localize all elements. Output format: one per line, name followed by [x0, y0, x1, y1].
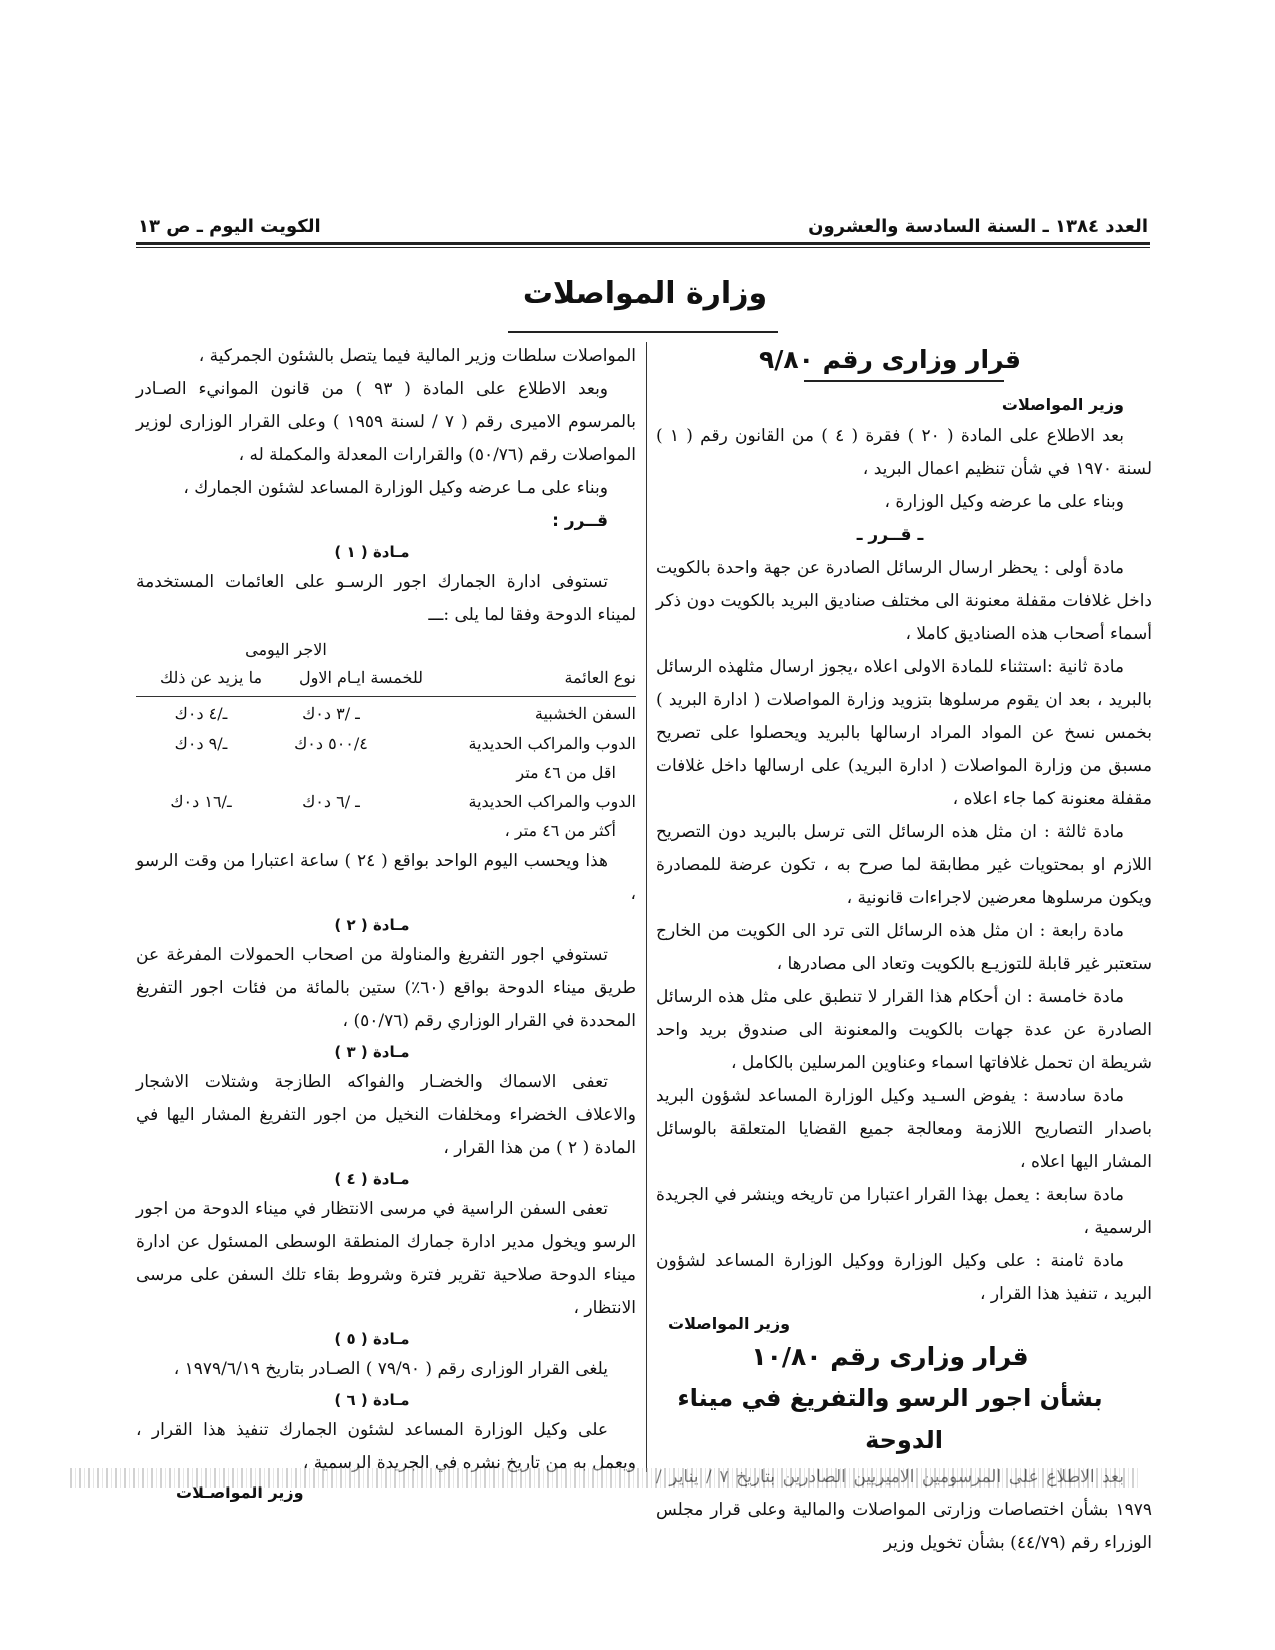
decision-9-preamble-2: وبناء على ما عرضه وكيل الوزارة ، — [884, 492, 1124, 512]
fee-beyond: ـ/٤ د٠ك — [174, 704, 228, 723]
fees-col-first5: للخمسة ايـام الاول — [298, 668, 424, 687]
decision-9-article-8: مادة ثامنة : على وكيل الوزارة ووكيل الوزارة المساعد لشؤون البريد ، تنفيذ هذا القرار ، — [656, 1251, 1152, 1304]
column-divider — [646, 342, 647, 1472]
decision-9-article-5: مادة خامسة : ان أحكام هذا القرار لا تنطبق على مثل هذه الرسائل الصادرة عن عدة جهات بالكويت والمعنونة الى صندوق بريد واحد شريطة ان تحمل غلافاتها اسماء وعناوين المرسلين بالكامل ، — [656, 987, 1152, 1073]
article-6-text: على وكيل الوزارة المساعد لشئون الجمارك تنفيذ هذا القرار ، ويعمل به من تاريخ نشره في الجريدة الرسمية ، — [136, 1420, 636, 1473]
article-4-text: تعفى السفن الراسية في مرسى الانتظار في ميناء الدوحة من اجور الرسو ويخول مدير ادارة جمارك المنطقة الوسطى المسئول عن ادارة ميناء الدوحة صلاحية تقرير فترة وشروط بقاء تلك السفن على مرسى الانتظار ، — [136, 1199, 636, 1318]
decision-9-article-7: مادة سابعة : يعمل بهذا القرار اعتبارا من تاريخه وينشر في الجريدة الرسمية ، — [656, 1185, 1152, 1238]
left-column — [136, 340, 636, 1506]
decision-9-signature: وزير المواصلات — [668, 1314, 791, 1333]
decision-9-article-6: مادة سادسة : يفوض السـيد وكيل الوزارة المساعد لشؤون البريد باصدار التصاريح اللازمة ومعالجة جميع القضايا المتعلقة بالوسائل المشار اليها اعلاه ، — [656, 1086, 1152, 1172]
article-4-heading: مـادة ( ٤ ) — [334, 1170, 410, 1188]
article-2-text: تستوفي اجور التفريغ والمناولة من اصحاب الحمولات المفرغة عن طريق ميناء الدوحة بواقع (٦٠٪) ستين بالمائة من فئات اجور التفريغ المحددة في القرار الوزاري رقم (٥٠/٧٦) ، — [136, 945, 636, 1031]
fee-type: السفن الخشبية — [534, 704, 636, 723]
decision-9-decides: ـ قــرر ـ — [856, 525, 924, 545]
fees-table-row — [136, 729, 636, 759]
decision-10-preamble-right: بعد الاطلاع على المرسومين الاميريين الصادرين بتاريخ ٧ / يناير / ١٩٧٩ بشأن اختصاصات وزارتى المواصلات والمالية وعلى قرار مجلس الوزراء رقم (٤٤/٧٩) بشأن تخويل وزير — [656, 1467, 1152, 1553]
fee-type: الدوب والمراكب الحديدية — [468, 792, 636, 811]
article-1-heading: مـادة ( ١ ) — [334, 543, 410, 561]
fees-footnote: هذا ويحسب اليوم الواحد بواقع ( ٢٤ ) ساعة اعتبارا من وقت الرسو ، — [136, 851, 636, 904]
article-5-heading: مـادة ( ٥ ) — [334, 1330, 410, 1348]
ministry-title: وزارة المواصلات — [522, 276, 768, 311]
fees-col-type: نوع العائمة — [564, 668, 636, 687]
decision-9-article-2: مادة ثانية :استثناء للمادة الاولى اعلاه ،يجوز ارسال مثلهذه الرسائل بالبريد ، بعد ان يقوم مرسلوها بتزويد وزارة المواصلات ( ادارة البريد ) بخمس نسخ عن المواد المراد ارسالها بالبريد ويحصلوا على تصريح مسبق من وزارة المواصلات ( ادارة البريد) على ارسالها داخل غلافات مقفلة معنونة كما جاء اعلاه ، — [656, 657, 1152, 809]
decision-9-article-1: مادة أولى : يحظر ارسال الرسائل الصادرة عن جهة واحدة بالكويت داخل غلافات مقفلة معنونة الى مختلف صناديق البريد بالكويت دون ذكر أسماء أصحاب هذه الصناديق كاملا ، — [656, 558, 1152, 644]
article-5-text: يلغى القرار الوزارى رقم ( ٧٩/٩٠ ) الصـادر بتاريخ ١٩٧٩/٦/١٩ ، — [173, 1359, 608, 1379]
page-header — [138, 206, 1148, 244]
decision-10-title: قرار وزارى رقم ١٠/٨٠ — [751, 1342, 1029, 1371]
fee-first5: ـ /٦ د٠ك — [302, 792, 360, 811]
header-rule-thin — [136, 247, 1150, 248]
paper-name-page: الكويت اليوم ـ ص ١٣ — [138, 216, 321, 237]
decision-10-preamble-cont-1: المواصلات سلطات وزير المالية فيما يتصل بالشئون الجمركية ، — [198, 346, 636, 366]
fees-table-row — [136, 787, 636, 817]
decision-9-minister: وزير المواصلات — [1001, 395, 1124, 414]
article-3-text: تعفى الاسماك والخضـار والفواكه الطازجة وشتلات الاشجار والاعلاف الخضراء ومخلفات النخيل من اجور التفريغ المشار اليها في المادة ( ٢ ) من هذا القرار ، — [136, 1072, 636, 1158]
decision-10-subject: بشأن اجور الرسو والتفريغ في ميناء الدوحة — [677, 1384, 1103, 1454]
decision-9-title-rule — [804, 380, 1004, 382]
decision-9-title: قرار وزارى رقم ٩/٨٠ — [758, 345, 1022, 374]
fee-first5: ـ /٣ د٠ك — [302, 704, 360, 723]
article-6-heading: مـادة ( ٦ ) — [334, 1391, 410, 1409]
ministry-title-rule — [508, 331, 778, 333]
fee-row-note: اقل من ٤٦ متر — [516, 763, 616, 782]
fee-type: الدوب والمراكب الحديدية — [468, 734, 636, 753]
decision-10-decides: قــرر : — [552, 511, 608, 531]
fees-table-header — [136, 636, 636, 692]
article-3-heading: مـادة ( ٣ ) — [334, 1043, 410, 1061]
right-column — [656, 340, 1152, 1560]
decision-10-preamble-cont-2: وبعد الاطلاع على المادة ( ٩٣ ) من قانون الموانيء الصـادر بالمرسوم الاميرى رقم ( ٧ / لسنة ١٩٥٩ ) وعلى القرار الوزارى لوزير المواصلات رقم (٥٠/٧٦) والقرارات المعدلة والمكملة له ، — [136, 379, 636, 465]
decision-10-signature: وزير المواصـلات — [176, 1483, 304, 1502]
decision-9-article-3: مادة ثالثة : ان مثل هذه الرسائل التى ترسل بالبريد دون التصريح اللازم او بمحتويات غير مطابقة لما صرح به ، تكون عرضة للمصادرة ويكون مرسلوها معرضين لاجراءات قانونية ، — [656, 822, 1152, 908]
decision-10-preamble-cont-3: وبناء على مـا عرضه وكيل الوزارة المساعد لشئون الجمارك ، — [183, 478, 608, 498]
fees-table-row — [136, 699, 636, 729]
issue-number: العدد ١٣٨٤ ـ السنة السادسة والعشرون — [808, 216, 1148, 237]
fee-first5: ٥٠٠/٤ د٠ك — [294, 734, 368, 753]
fee-beyond: ـ/١٦ د٠ك — [170, 792, 232, 811]
fees-col-beyond: ما يزيد عن ذلك — [159, 668, 263, 687]
decision-9-preamble-1: بعد الاطلاع على المادة ( ٢٠ ) فقرة ( ٤ ) من القانون رقم ( ١ ) لسنة ١٩٧٠ في شأن تنظيم اعمال البريد ، — [656, 426, 1152, 479]
article-2-heading: مـادة ( ٢ ) — [334, 916, 410, 934]
decision-9-article-4: مادة رابعة : ان مثل هذه الرسائل التى ترد الى الكويت من الخارج ستعتبر غير قابلة للتوزيـع بالكويت وتعاد الى مصادرها ، — [656, 921, 1152, 974]
fee-row-note: أكثر من ٤٦ متر ، — [504, 821, 616, 840]
scan-noise-strip — [70, 1468, 1140, 1488]
article-1-text: تستوفى ادارة الجمارك اجور الرسـو على العائمات المستخدمة لميناء الدوحة وفقا لما يلى :ـــ — [136, 572, 636, 625]
fee-beyond: ـ/٩ د٠ك — [174, 734, 228, 753]
header-rule — [136, 242, 1150, 245]
fees-table-rule — [136, 696, 636, 697]
fees-col-daily: الاجر اليومى — [245, 640, 327, 659]
